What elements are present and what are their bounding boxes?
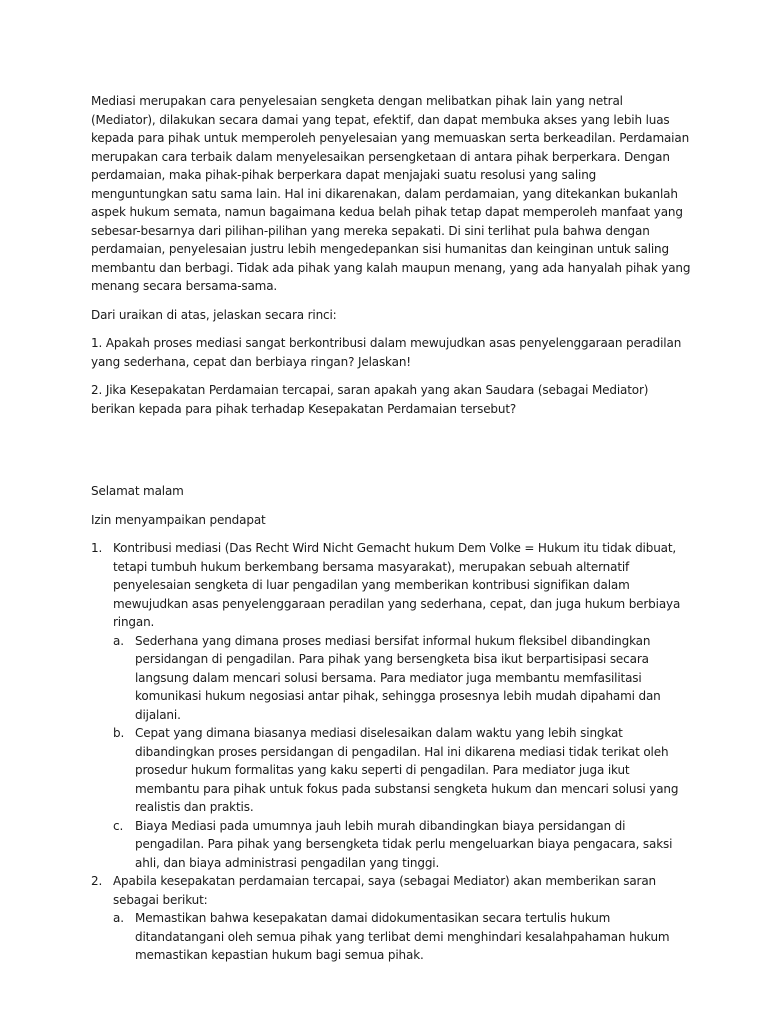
sub-item-text: Biaya Mediasi pada umumnya jauh lebih murah dibandingkan biaya persidangan di pengadilan. Para pihak yang bersengketa tidak perlu mengeluarkan biaya pengacara, saksi ahli, dan biaya administrasi pengadilan yang tinggi. bbox=[135, 818, 673, 870]
sub-item-text: Memastikan bahwa kesepakatan damai didokumentasikan secara tertulis hukum ditandatangani oleh semua pihak yang terlibat demi menghindari kesalahpahaman hukum memastikan kepastian hukum bagi semua pihak. bbox=[135, 911, 670, 962]
section-spacer bbox=[91, 428, 691, 482]
sub-item-text: Sederhana yang dimana proses mediasi bersifat informal hukum fleksibel dibandingkan persidangan di pengadilan. Para pihak yang bersengketa bisa ikut berpartisipasi secara langsung dalam mencari solusi bersama. Para mediator juga membantu memfasilitasi komunikasi hukum negosiasi antar pihak, sehingga prosesnya lebih mudah dipahami dan dijalani. bbox=[135, 633, 661, 722]
list-letter: b. bbox=[113, 726, 125, 740]
question-2: 2. Jika Kesepakatan Perdamaian tercapai, saran apakah yang akan Saudara (sebagai Mediator) berikan kepada para pihak terhadap Kesepakatan Perdamaian tersebut? bbox=[91, 383, 649, 416]
list-letter: a. bbox=[113, 633, 124, 648]
list-number: 1. bbox=[91, 541, 103, 555]
question-intro-paragraph: Mediasi merupakan cara penyelesaian sengketa dengan melibatkan pihak lain yang netral (Mediator), dilakukan secara damai yang tepat, efektif, dan dapat membuka akses yang lebih luas kepada para pihak untuk memperoleh penyelesaian yang memuaskan serta berkeadilan. Perdamaian merupakan cara terbaik dalam menyelesaikan persengketaan di antara pihak berperkara. Dengan perdamaian, maka pihak-pihak berperkara dapat menjajaki suatu resolusi yang saling menguntungkan satu sama lain. Hal ini dikarenakan, dalam perdamaian, yang ditekankan bukanlah aspek hukum semata, namun bagaimana kedua belah pihak tetap dapat memperoleh manfaat yang sebesar-besarnya dari pilihan-pilihan yang mereka sepakati. Di sini terlihat pula bahwa dengan perdamaian, penyelesaian justru lebih mengedepankan sisi humanitas dan keinginan untuk saling membantu dan berbagi. Tidak ada pihak yang kalah maupun menang, yang ada hanyalah pihak yang menang secara bersama-sama. bbox=[91, 94, 691, 293]
question-1: 1. Apakah proses mediasi sangat berkontribusi dalam mewujudkan asas penyelenggaraan peradilan yang sederhana, cepat dan berbiaya ringan? Jelaskan! bbox=[91, 336, 682, 369]
sub-item-text: Cepat yang dimana biasanya mediasi diselesaikan dalam waktu yang lebih singkat dibandingkan proses persidangan di pengadilan. Hal ini dikarena mediasi tidak terikat oleh prosedur hukum formalitas yang kaku seperti di pengadilan. Para mediator juga ikut membantu para pihak untuk fokus pada substansi sengketa hukum dan mencari solusi yang realistis dan praktis. bbox=[135, 726, 679, 814]
answer-item-2 bbox=[91, 872, 691, 965]
answer-item-1 bbox=[91, 539, 691, 872]
answer-sub-item-1c bbox=[113, 817, 691, 873]
list-letter: a. bbox=[113, 911, 124, 925]
question-prompt: Dari uraikan di atas, jelaskan secara rinci: bbox=[91, 307, 337, 322]
answer-sub-item-1a bbox=[113, 632, 691, 725]
document-page bbox=[91, 92, 691, 965]
list-number: 2. bbox=[91, 874, 103, 888]
answer-item-text: Kontribusi mediasi (Das Recht Wird Nicht Gemacht hukum Dem Volke = Hukum itu tidak dibuat, tetapi tumbuh hukum berkembang bersama masyarakat), merupakan sebuah alternatif penyelesaian sengketa di luar pengadilan yang memberikan kontribusi signifikan dalam mewujudkan asas penyelenggaraan peradilan yang sederhana, cepat, dan juga hukum berbiaya ringan. bbox=[113, 541, 681, 629]
answer-item-text: Apabila kesepakatan perdamaian tercapai, saya (sebagai Mediator) akan memberikan saran sebagai berikut: bbox=[113, 874, 657, 907]
answer-sub-item-2a bbox=[113, 909, 691, 965]
answer-sub-item-1b bbox=[113, 724, 691, 817]
answer-sub-list bbox=[113, 632, 691, 873]
answer-opening: Izin menyampaikan pendapat bbox=[91, 512, 266, 527]
answer-numbered-list bbox=[91, 539, 691, 965]
list-letter: c. bbox=[113, 818, 124, 833]
answer-sub-list bbox=[113, 909, 691, 965]
answer-greeting: Selamat malam bbox=[91, 484, 184, 498]
